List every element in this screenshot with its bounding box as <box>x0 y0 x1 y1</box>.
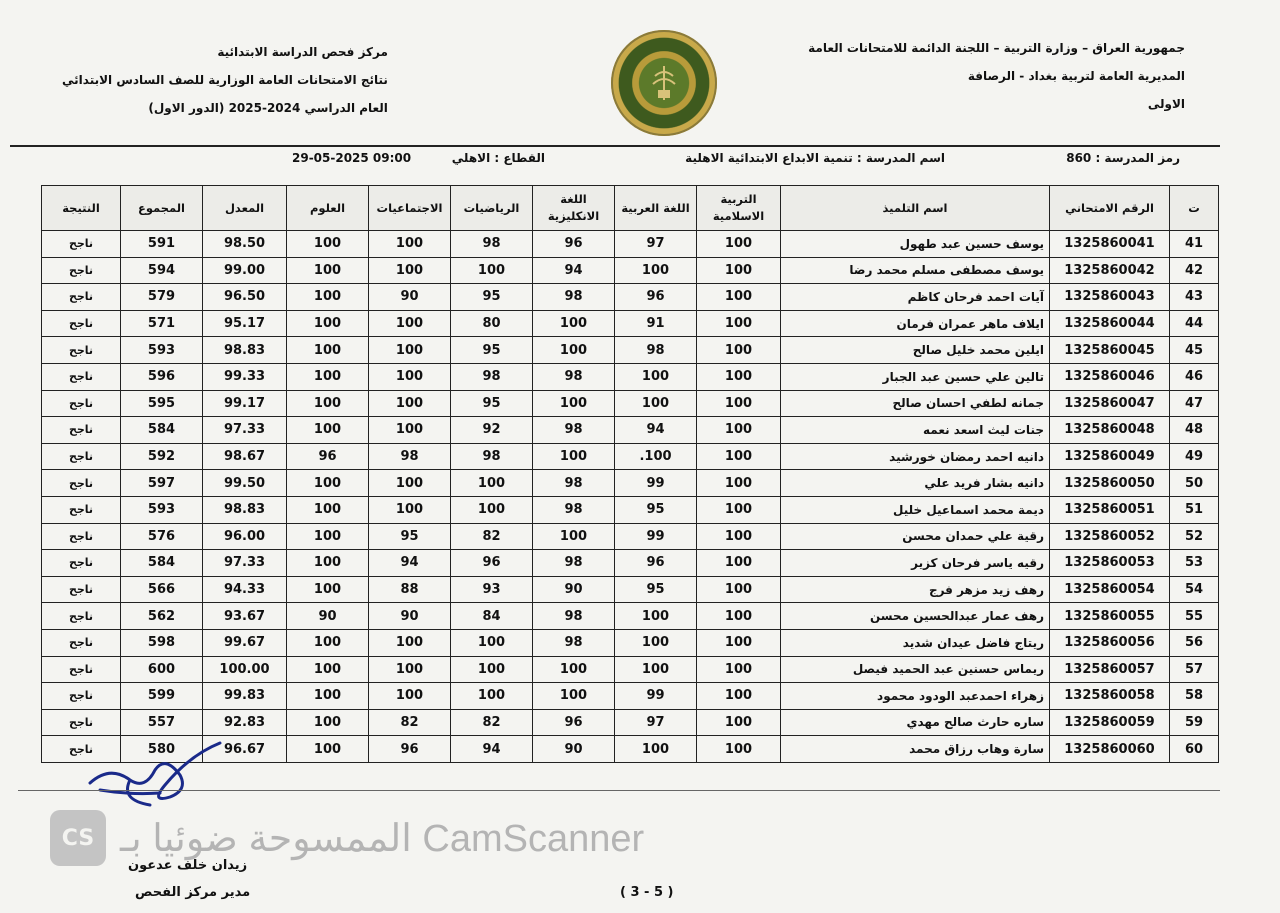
table-cell: 100 <box>533 337 615 364</box>
table-row <box>42 284 1219 311</box>
table-cell: 94 <box>533 257 615 284</box>
table-cell: 48 <box>1170 417 1219 444</box>
table-cell: 100 <box>533 390 615 417</box>
table-cell: ناجح <box>42 576 121 603</box>
table-cell: 54 <box>1170 576 1219 603</box>
table-row <box>42 656 1219 683</box>
table-cell: 96 <box>287 443 369 470</box>
table-cell: ناجح <box>42 709 121 736</box>
header-left-line-3: العام الدراسي 2024-2025 (الدور الاول) <box>148 101 388 115</box>
school-code: رمز المدرسة : 860 <box>1066 151 1180 165</box>
table-cell: 1325860048 <box>1050 417 1170 444</box>
table-cell: 98 <box>615 337 697 364</box>
table-cell: 100 <box>697 523 781 550</box>
header-divider <box>10 145 1220 147</box>
table-cell: 95 <box>615 496 697 523</box>
table-cell: 100.00 <box>203 656 287 683</box>
table-cell: 595 <box>121 390 203 417</box>
table-cell: 100 <box>287 363 369 390</box>
table-row <box>42 310 1219 337</box>
table-cell: 100 <box>533 523 615 550</box>
table-cell: 1325860042 <box>1050 257 1170 284</box>
table-cell: دانيه احمد رمضان خورشيد <box>781 443 1050 470</box>
table-cell: 100 <box>697 284 781 311</box>
table-cell: 100 <box>697 550 781 577</box>
table-cell: 100 <box>287 709 369 736</box>
table-cell: 94 <box>451 736 533 763</box>
table-cell: 100 <box>451 683 533 710</box>
table-cell: 96 <box>369 736 451 763</box>
col-header: الرقم الامتحاني <box>1050 186 1170 231</box>
table-cell: ناجح <box>42 257 121 284</box>
table-cell: 1325860049 <box>1050 443 1170 470</box>
ministry-seal-logo <box>611 30 717 136</box>
table-cell: 45 <box>1170 337 1219 364</box>
table-cell: 100 <box>697 576 781 603</box>
table-cell: 100 <box>697 709 781 736</box>
table-body <box>42 231 1219 763</box>
table-cell: 41 <box>1170 231 1219 258</box>
table-cell: 100 <box>697 496 781 523</box>
table-cell: ناجح <box>42 417 121 444</box>
table-cell: 91 <box>615 310 697 337</box>
table-cell: رقيه ياسر فرحان كزير <box>781 550 1050 577</box>
header-right-line-1: جمهورية العراق – وزارة التربية – اللجنة الدائمة للامتحانات العامة <box>808 41 1185 55</box>
table-cell: 100 <box>369 656 451 683</box>
table-cell: 99.83 <box>203 683 287 710</box>
table-cell: 100 <box>451 629 533 656</box>
table-cell: 100 <box>451 257 533 284</box>
col-header: الرياضيات <box>451 186 533 231</box>
table-row <box>42 709 1219 736</box>
table-cell: 52 <box>1170 523 1219 550</box>
table-cell: 98 <box>533 496 615 523</box>
table-cell: 100 <box>697 310 781 337</box>
table-cell: 98 <box>369 443 451 470</box>
table-row <box>42 496 1219 523</box>
table-cell: تالين علي حسين عبد الجبار <box>781 363 1050 390</box>
table-cell: 1325860056 <box>1050 629 1170 656</box>
table-cell: 96.50 <box>203 284 287 311</box>
table-cell: 100 <box>287 656 369 683</box>
table-cell: ناجح <box>42 390 121 417</box>
table-cell: 100 <box>369 417 451 444</box>
table-cell: 100 <box>369 629 451 656</box>
table-cell: 96.00 <box>203 523 287 550</box>
table-cell: 100 <box>287 576 369 603</box>
table-cell: 566 <box>121 576 203 603</box>
table-cell: 100 <box>287 257 369 284</box>
table-cell: 1325860051 <box>1050 496 1170 523</box>
table-cell: 100 <box>369 363 451 390</box>
table-cell: 100 <box>697 736 781 763</box>
table-cell: 100. <box>615 443 697 470</box>
col-header: ت <box>1170 186 1219 231</box>
table-cell: 50 <box>1170 470 1219 497</box>
table-cell: 99.33 <box>203 363 287 390</box>
table-cell: 100 <box>615 736 697 763</box>
table-cell: ناجح <box>42 683 121 710</box>
table-cell: 100 <box>533 656 615 683</box>
table-cell: 571 <box>121 310 203 337</box>
table-cell: 99 <box>615 683 697 710</box>
table-cell: 593 <box>121 337 203 364</box>
table-cell: 97 <box>615 231 697 258</box>
table-cell: 100 <box>697 603 781 630</box>
table-cell: ايلاف ماهر عمران فرمان <box>781 310 1050 337</box>
table-cell: 598 <box>121 629 203 656</box>
table-cell: 100 <box>287 470 369 497</box>
table-cell: 562 <box>121 603 203 630</box>
table-row <box>42 443 1219 470</box>
table-cell: 100 <box>287 417 369 444</box>
header-left-line-1: مركز فحص الدراسة الابتدائية <box>217 45 388 59</box>
table-cell: 98 <box>533 363 615 390</box>
table-cell: 1325860043 <box>1050 284 1170 311</box>
table-cell: 100 <box>615 363 697 390</box>
table-cell: 100 <box>533 310 615 337</box>
table-cell: 100 <box>697 390 781 417</box>
table-cell: 46 <box>1170 363 1219 390</box>
table-cell: 1325860060 <box>1050 736 1170 763</box>
table-header-row <box>42 186 1219 231</box>
table-cell: 42 <box>1170 257 1219 284</box>
table-cell: 100 <box>287 337 369 364</box>
table-cell: 100 <box>697 443 781 470</box>
table-cell: 592 <box>121 443 203 470</box>
table-cell: 97 <box>615 709 697 736</box>
table-cell: ناجح <box>42 363 121 390</box>
table-cell: 100 <box>697 656 781 683</box>
table-cell: 597 <box>121 470 203 497</box>
table-cell: 100 <box>533 683 615 710</box>
table-cell: 100 <box>287 683 369 710</box>
col-header: اللغة العربية <box>615 186 697 231</box>
school-name: اسم المدرسة : تنمية الابداع الابتدائية الاهلية <box>685 151 945 165</box>
exam-datetime: 29-05-2025 09:00 <box>292 151 412 165</box>
table-cell: 99.00 <box>203 257 287 284</box>
handwritten-signature <box>70 735 240 810</box>
table-row <box>42 337 1219 364</box>
table-cell: 90 <box>369 284 451 311</box>
table-cell: 90 <box>287 603 369 630</box>
table-row <box>42 257 1219 284</box>
table-cell: 1325860057 <box>1050 656 1170 683</box>
table-cell: 98 <box>533 284 615 311</box>
table-cell: 100 <box>615 656 697 683</box>
table-cell: 94.33 <box>203 576 287 603</box>
col-header: التربية الاسلامية <box>697 186 781 231</box>
table-cell: ناجح <box>42 231 121 258</box>
table-cell: آيات احمد فرحان كاظم <box>781 284 1050 311</box>
table-cell: 100 <box>697 470 781 497</box>
table-cell: 100 <box>287 284 369 311</box>
col-header: النتيجة <box>42 186 121 231</box>
table-cell: 43 <box>1170 284 1219 311</box>
table-cell: 100 <box>697 629 781 656</box>
col-header: المجموع <box>121 186 203 231</box>
table-cell: 98.67 <box>203 443 287 470</box>
table-cell: 1325860046 <box>1050 363 1170 390</box>
col-header: المعدل <box>203 186 287 231</box>
table-cell: 100 <box>697 257 781 284</box>
table-cell: ناجح <box>42 629 121 656</box>
table-row <box>42 390 1219 417</box>
table-cell: 100 <box>697 363 781 390</box>
col-header: اللغة الانكليزية <box>533 186 615 231</box>
table-cell: 1325860041 <box>1050 231 1170 258</box>
table-cell: ناجح <box>42 337 121 364</box>
table-row <box>42 683 1219 710</box>
table-row <box>42 629 1219 656</box>
table-row <box>42 417 1219 444</box>
table-cell: 97.33 <box>203 550 287 577</box>
table-cell: 98 <box>533 550 615 577</box>
table-cell: 96.67 <box>203 736 287 763</box>
table-cell: 58 <box>1170 683 1219 710</box>
table-cell: 100 <box>369 231 451 258</box>
table-cell: 100 <box>369 683 451 710</box>
table-cell: 600 <box>121 656 203 683</box>
header-right-line-3: الاولى <box>1147 97 1185 111</box>
table-cell: جمانه لطفي احسان صالح <box>781 390 1050 417</box>
table-cell: ناجح <box>42 523 121 550</box>
table-cell: 95 <box>451 337 533 364</box>
table-cell: 593 <box>121 496 203 523</box>
header-left-line-2: نتائج الامتحانات العامة الوزارية للصف السادس الابتدائي <box>62 73 388 87</box>
table-cell: 99 <box>615 470 697 497</box>
table-cell: 60 <box>1170 736 1219 763</box>
table-cell: ديمة محمد اسماعيل خليل <box>781 496 1050 523</box>
table-cell: 100 <box>287 629 369 656</box>
table-cell: 94 <box>369 550 451 577</box>
table-cell: 98.83 <box>203 496 287 523</box>
table-cell: زهراء احمدعبد الودود محمود <box>781 683 1050 710</box>
table-cell: 100 <box>615 603 697 630</box>
table-cell: 100 <box>615 629 697 656</box>
table-cell: 100 <box>533 443 615 470</box>
table-cell: 82 <box>369 709 451 736</box>
table-cell: 92 <box>451 417 533 444</box>
table-cell: 84 <box>451 603 533 630</box>
table-cell: 1325860053 <box>1050 550 1170 577</box>
table-cell: 584 <box>121 417 203 444</box>
table-cell: 90 <box>533 736 615 763</box>
table-cell: دانيه بشار فريد علي <box>781 470 1050 497</box>
table-cell: 100 <box>369 257 451 284</box>
table-cell: 56 <box>1170 629 1219 656</box>
table-cell: 580 <box>121 736 203 763</box>
table-cell: 100 <box>287 231 369 258</box>
table-cell: 100 <box>615 257 697 284</box>
table-cell: 100 <box>369 310 451 337</box>
table-cell: 95 <box>369 523 451 550</box>
table-cell: 557 <box>121 709 203 736</box>
table-cell: 1325860055 <box>1050 603 1170 630</box>
col-header: اسم التلميذ <box>781 186 1050 231</box>
table-cell: 53 <box>1170 550 1219 577</box>
header-right <box>808 34 1185 118</box>
table-cell: 579 <box>121 284 203 311</box>
table-row <box>42 523 1219 550</box>
table-cell: 596 <box>121 363 203 390</box>
table-cell: 59 <box>1170 709 1219 736</box>
table-cell: 98 <box>451 231 533 258</box>
table-cell: 88 <box>369 576 451 603</box>
table-cell: 82 <box>451 709 533 736</box>
table-cell: ناجح <box>42 443 121 470</box>
col-header: العلوم <box>287 186 369 231</box>
table-cell: 98 <box>533 603 615 630</box>
table-cell: ناجح <box>42 496 121 523</box>
table-cell: 100 <box>287 736 369 763</box>
table-cell: 100 <box>697 337 781 364</box>
table-cell: 100 <box>287 496 369 523</box>
table-cell: 95 <box>615 576 697 603</box>
table-cell: 1325860054 <box>1050 576 1170 603</box>
table-row <box>42 576 1219 603</box>
table-cell: 47 <box>1170 390 1219 417</box>
table-cell: ساره حارث صالح مهدي <box>781 709 1050 736</box>
table-cell: سارة وهاب رزاق محمد <box>781 736 1050 763</box>
table-row <box>42 603 1219 630</box>
table-cell: 100 <box>451 656 533 683</box>
table-cell: ايلين محمد خليل صالح <box>781 337 1050 364</box>
table-cell: يوسف مصطفى مسلم محمد رضا <box>781 257 1050 284</box>
col-header: الاجتماعيات <box>369 186 451 231</box>
table-cell: ريماس حسنين عبد الحميد فيصل <box>781 656 1050 683</box>
table-cell: 82 <box>451 523 533 550</box>
table-cell: يوسف حسين عبد طهول <box>781 231 1050 258</box>
table-cell: 100 <box>697 683 781 710</box>
table-cell: 599 <box>121 683 203 710</box>
table-cell: ناجح <box>42 736 121 763</box>
table-cell: ريتاج فاضل عيدان شديد <box>781 629 1050 656</box>
table-cell: 1325860052 <box>1050 523 1170 550</box>
table-cell: 49 <box>1170 443 1219 470</box>
table-cell: 95 <box>451 390 533 417</box>
signatory-title: مدير مركز الفحص <box>135 885 251 900</box>
table-cell: 80 <box>451 310 533 337</box>
table-cell: 98 <box>533 470 615 497</box>
table-cell: 98 <box>533 629 615 656</box>
signatory-name: زيدان خلف عدعون <box>128 858 248 873</box>
table-cell: 591 <box>121 231 203 258</box>
sector: القطاع : الاهلي <box>451 151 545 165</box>
table-cell: 100 <box>697 417 781 444</box>
table-cell: 96 <box>615 284 697 311</box>
table-cell: 90 <box>533 576 615 603</box>
table-cell: 98.83 <box>203 337 287 364</box>
table-cell: 100 <box>451 470 533 497</box>
table-cell: ناجح <box>42 470 121 497</box>
results-table <box>41 185 1219 763</box>
table-cell: ناجح <box>42 603 121 630</box>
table-cell: 100 <box>287 550 369 577</box>
table-cell: 594 <box>121 257 203 284</box>
table-cell: 98 <box>451 363 533 390</box>
table-cell: 99 <box>615 523 697 550</box>
header-right-line-2: المديرية العامة لتربية بغداد - الرصافة <box>967 69 1185 83</box>
table-cell: 96 <box>533 231 615 258</box>
table-cell: 99.50 <box>203 470 287 497</box>
table-cell: 92.83 <box>203 709 287 736</box>
table-cell: 98.50 <box>203 231 287 258</box>
table-cell: 100 <box>287 310 369 337</box>
table-cell: 1325860059 <box>1050 709 1170 736</box>
table-cell: 100 <box>697 231 781 258</box>
table-cell: 584 <box>121 550 203 577</box>
camscanner-logo-icon: CS <box>50 810 106 866</box>
table-cell: 1325860047 <box>1050 390 1170 417</box>
table-cell: 100 <box>615 390 697 417</box>
table-cell: 98 <box>533 417 615 444</box>
table-cell: ناجح <box>42 284 121 311</box>
table-cell: رهف عمار عبدالحسين محسن <box>781 603 1050 630</box>
header-left <box>62 38 388 122</box>
table-cell: 51 <box>1170 496 1219 523</box>
table-cell: 98 <box>451 443 533 470</box>
table-cell: 93.67 <box>203 603 287 630</box>
table-cell: 96 <box>615 550 697 577</box>
table-cell: ناجح <box>42 310 121 337</box>
table-cell: 100 <box>287 523 369 550</box>
table-cell: 93 <box>451 576 533 603</box>
table-cell: 97.33 <box>203 417 287 444</box>
table-cell: 1325860044 <box>1050 310 1170 337</box>
table-row <box>42 231 1219 258</box>
table-cell: 576 <box>121 523 203 550</box>
table-row <box>42 363 1219 390</box>
table-cell: 96 <box>533 709 615 736</box>
table-cell: 94 <box>615 417 697 444</box>
table-cell: 99.17 <box>203 390 287 417</box>
table-cell: جنات ليث اسعد نعمه <box>781 417 1050 444</box>
table-row <box>42 550 1219 577</box>
table-cell: 1325860050 <box>1050 470 1170 497</box>
footer-divider <box>18 790 1220 791</box>
table-cell: 55 <box>1170 603 1219 630</box>
table-cell: 100 <box>369 390 451 417</box>
table-cell: 100 <box>451 496 533 523</box>
table-cell: 90 <box>369 603 451 630</box>
table-cell: 1325860045 <box>1050 337 1170 364</box>
page-number: ( 3 - 5 ) <box>620 885 674 900</box>
table-cell: 100 <box>369 337 451 364</box>
table-cell: رقية علي حمدان محسن <box>781 523 1050 550</box>
table-row <box>42 470 1219 497</box>
table-cell: 100 <box>369 470 451 497</box>
table-cell: 100 <box>369 496 451 523</box>
table-cell: 57 <box>1170 656 1219 683</box>
table-cell: 96 <box>451 550 533 577</box>
table-cell: 100 <box>287 390 369 417</box>
table-cell: 95.17 <box>203 310 287 337</box>
table-cell: 44 <box>1170 310 1219 337</box>
table-cell: 99.67 <box>203 629 287 656</box>
table-cell: رهف زيد مزهر فرج <box>781 576 1050 603</box>
table-cell: 1325860058 <box>1050 683 1170 710</box>
table-cell: ناجح <box>42 550 121 577</box>
table-cell: ناجح <box>42 656 121 683</box>
table-cell: 95 <box>451 284 533 311</box>
camscanner-text: الممسوحة ضوئيا بـ CamScanner <box>120 817 645 860</box>
